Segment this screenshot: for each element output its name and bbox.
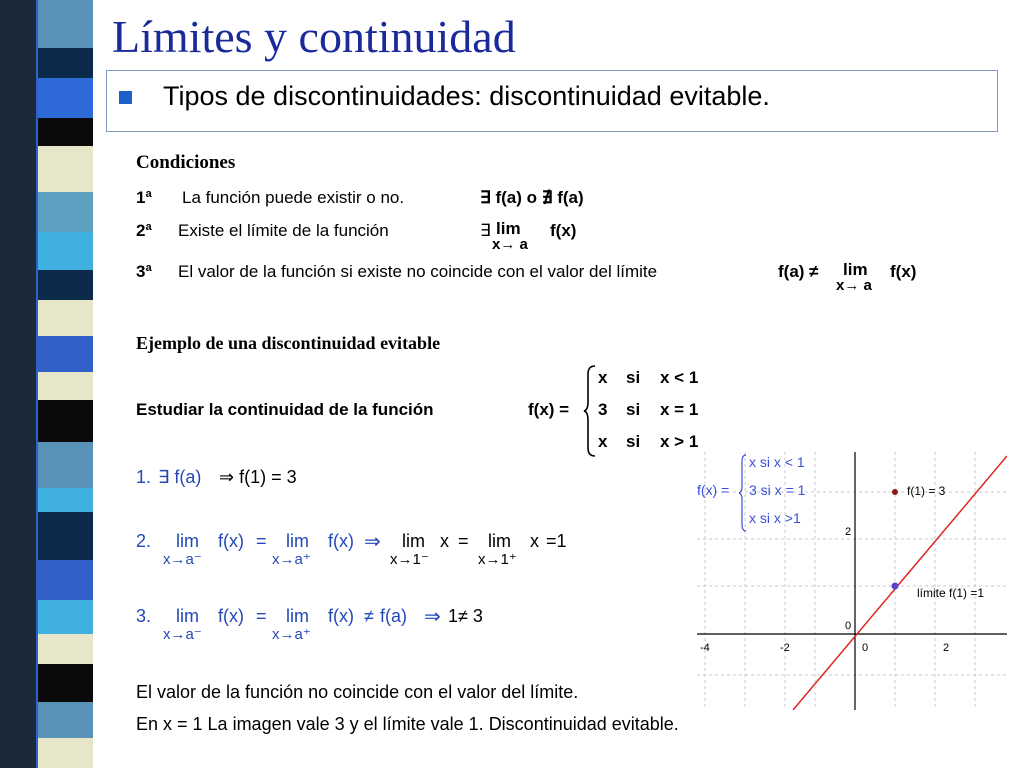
step-3-end: 1≠ 3 — [448, 606, 483, 626]
graph-def-brace — [739, 454, 747, 532]
condition-2-text: Existe el límite de la función — [178, 221, 389, 240]
condition-3-text: El valor de la función si existe no coincide con el valor del límite — [178, 262, 658, 281]
graph-y-tick-2: 2 — [845, 526, 852, 538]
condition-2-num: 2ª — [136, 221, 152, 240]
condition-2-lim: lim — [496, 219, 521, 238]
step-2-fx-1: f(x) — [218, 531, 244, 551]
case-2-cond: x = 1 — [660, 400, 699, 419]
graph-def-line-2: 3 si x = 1 — [749, 482, 806, 498]
bullet-box — [106, 70, 998, 132]
step-2-sub-1: x→a⁻ — [163, 551, 202, 568]
condition-3-lim-sub: x→ a — [836, 277, 872, 294]
step-2-sub-3: x→1⁻ — [390, 551, 429, 568]
step-3-fx-1: f(x) — [218, 606, 244, 626]
function-graph — [697, 452, 1007, 710]
graph-def-label: f(x) = — [697, 482, 730, 498]
step-2-fx-2: f(x) — [328, 531, 354, 551]
condition-3-fx: f(x) — [890, 262, 917, 281]
graph-x-tick-neg2: -2 — [780, 642, 790, 654]
case-3-si: si — [626, 432, 641, 451]
step-1-result: ⇒ f(1) = 3 — [219, 467, 297, 487]
graph-def-line-3: x si x >1 — [749, 510, 801, 526]
step-2-x-1: x — [440, 531, 449, 551]
conclusion-line-1: El valor de la función no coincide con el valor del límite. — [136, 682, 579, 702]
step-2-end: =1 — [546, 531, 567, 551]
example-heading: Ejemplo de una discontinuidad evitable — [136, 333, 441, 353]
condition-3-lim: lim — [843, 260, 868, 279]
step-3-num: 3. — [136, 606, 152, 626]
bullet-square-icon — [119, 91, 132, 104]
step-2-lim-2: lim — [286, 531, 309, 551]
bullet-text: Tipos de discontinuidades: discontinuidad evitable. — [163, 81, 770, 111]
graph-def-line-1: x si x < 1 — [749, 454, 805, 470]
step-3-sub-2: x→a⁺ — [272, 626, 311, 643]
case-2-expr: 3 — [598, 400, 608, 419]
study-label: Estudiar la continuidad de la función — [136, 400, 434, 419]
step-3-neq: ≠ — [364, 606, 374, 626]
step-2-lim-4: lim — [488, 531, 511, 551]
step-1-num: 1. — [136, 467, 152, 487]
graph-x-tick-neg4: -4 — [700, 642, 710, 654]
case-2-si: si — [626, 400, 641, 419]
point-f1-limit — [892, 583, 899, 590]
case-1-expr: x — [598, 368, 608, 387]
condition-2-lim-sub: x→ a — [492, 236, 528, 253]
condition-2-exists: ∃ — [480, 221, 491, 240]
condition-1-formula: ∃ f(a) o ∄ f(a) — [480, 188, 584, 207]
step-2-lim-3: lim — [402, 531, 425, 551]
conclusion-line-2: En x = 1 La imagen vale 3 y el límite vale 1. Discontinuidad evitable. — [136, 714, 679, 734]
decorative-stripe — [0, 0, 100, 768]
step-2-eq-2: = — [458, 531, 469, 551]
condition-1-text: La función puede existir o no. — [182, 188, 405, 207]
graph-x-tick-2: 2 — [943, 642, 950, 654]
fx-label: f(x) = — [528, 400, 570, 419]
step-2-sub-4: x→1⁺ — [478, 551, 517, 568]
step-2-num: 2. — [136, 531, 152, 551]
graph-origin-label: 0 — [845, 620, 852, 632]
case-3-cond: x > 1 — [660, 432, 699, 451]
condition-2-fx: f(x) — [550, 221, 577, 240]
slide-title: Límites y continuidad — [112, 11, 516, 62]
conditions-heading: Condiciones — [136, 152, 236, 173]
step-2-sub-2: x→a⁺ — [272, 551, 311, 568]
graph-x-tick-0: 0 — [862, 642, 869, 654]
step-3-eq: = — [256, 606, 267, 626]
graph-point-label: f(1) = 3 — [907, 484, 946, 498]
step-3-implies: ⇒ — [424, 606, 441, 628]
step-3-fa: f(a) — [380, 606, 407, 626]
step-3-lim-1: lim — [176, 606, 199, 626]
case-1-cond: x < 1 — [660, 368, 699, 387]
piecewise-brace — [583, 364, 597, 458]
condition-3-fa: f(a) ≠ — [778, 262, 819, 281]
condition-1-num: 1ª — [136, 188, 152, 207]
condition-3-num: 3ª — [136, 262, 152, 281]
function-line — [793, 456, 1007, 710]
step-3-fx-2: f(x) — [328, 606, 354, 626]
graph-limit-label: límite f(1) =1 — [917, 586, 985, 600]
step-1-exists: ∃ f(a) — [158, 467, 202, 487]
case-1-si: si — [626, 368, 641, 387]
case-3-expr: x — [598, 432, 608, 451]
step-3-sub-1: x→a⁻ — [163, 626, 202, 643]
step-2-lim-1: lim — [176, 531, 199, 551]
step-2-implies: ⇒ — [364, 531, 381, 553]
step-2-x-2: x — [530, 531, 539, 551]
step-3-lim-2: lim — [286, 606, 309, 626]
point-f1-value — [892, 489, 898, 495]
step-2-eq-1: = — [256, 531, 267, 551]
